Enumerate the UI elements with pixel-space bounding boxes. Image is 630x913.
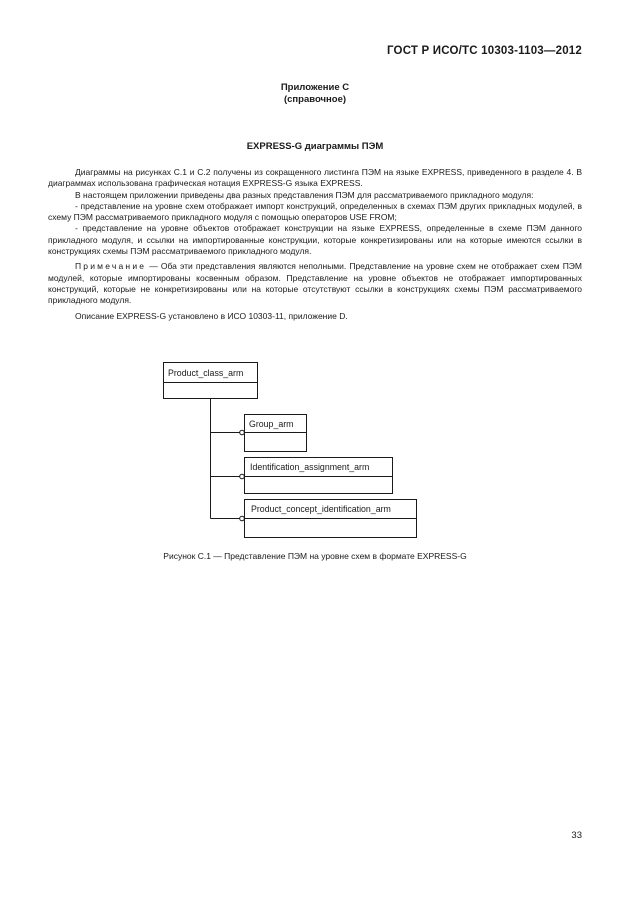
note-label: Примечание [75,261,147,272]
use-from-circle-icon [240,474,245,479]
paragraph-5: Описание EXPRESS-G установлено в ИСО 10303-11, приложение D. [75,310,348,321]
schema-label-product-concept-identification-arm: Product_concept_identification_arm [251,504,391,514]
annex-subtitle: (справочное) [283,94,347,105]
paragraph-2: В настоящем приложении приведены два разных представления ПЭМ для рассматриваемого прикладного модуля: [75,189,534,200]
page-number: 33 [571,830,582,841]
paragraph-1: Диаграммы на рисунках С.1 и С.2 получены из сокращенного листинга ПЭМ на языке EXPRESS, приведенного в разделе 4. В диаграммах использована графическая нотация EXPRESS-G языка EXPRESS. [48,167,582,189]
paragraph-4: - представление на уровне объектов отображает конструкции на языке EXPRESS, определенные в схеме ПЭМ данного прикладного модуля, и ссылки на импортированные конструкции, которые конкретизированы или на которые имеются ссылки в конструкциях схемы ПЭМ рассматриваемого прикладного модуля. [48,223,582,257]
schema-label-group-arm: Group_arm [249,419,294,429]
schema-label-product-class-arm: Product_class_arm [168,368,244,378]
paragraph-3: - представление на уровне схем отображает импорт конструкций, определенных в схемах ПЭМ других прикладных модулей, в схему ПЭМ рассматриваемого прикладного модуля с помощью операторов USE FROM; [48,200,582,223]
figure-caption: Рисунок С.1 — Представление ПЭМ на уровне схем в формате EXPRESS-G [163,551,467,561]
annex-title: Приложение С [280,82,350,93]
use-from-circle-icon [240,516,245,521]
note-text: — Оба эти представления являются неполными. Представление на уровне схем не отображает схем ПЭМ модулей, которые импортированы косвенным образом. Представление на уровне объектов не отображает импортированных конструкций, которые не конкретизированы или на которые отсутствуют ссылки в конструкциях схемы ПЭМ рассматриваемого прикладного модуля. [48,261,582,306]
schema-label-identification-assignment-arm: Identification_assignment_arm [250,462,370,472]
use-from-circle-icon [240,430,245,435]
section-title: EXPRESS-G диаграммы ПЭМ [246,141,384,152]
document-header: ГОСТ Р ИСО/ТС 10303-1103—2012 [386,45,582,57]
